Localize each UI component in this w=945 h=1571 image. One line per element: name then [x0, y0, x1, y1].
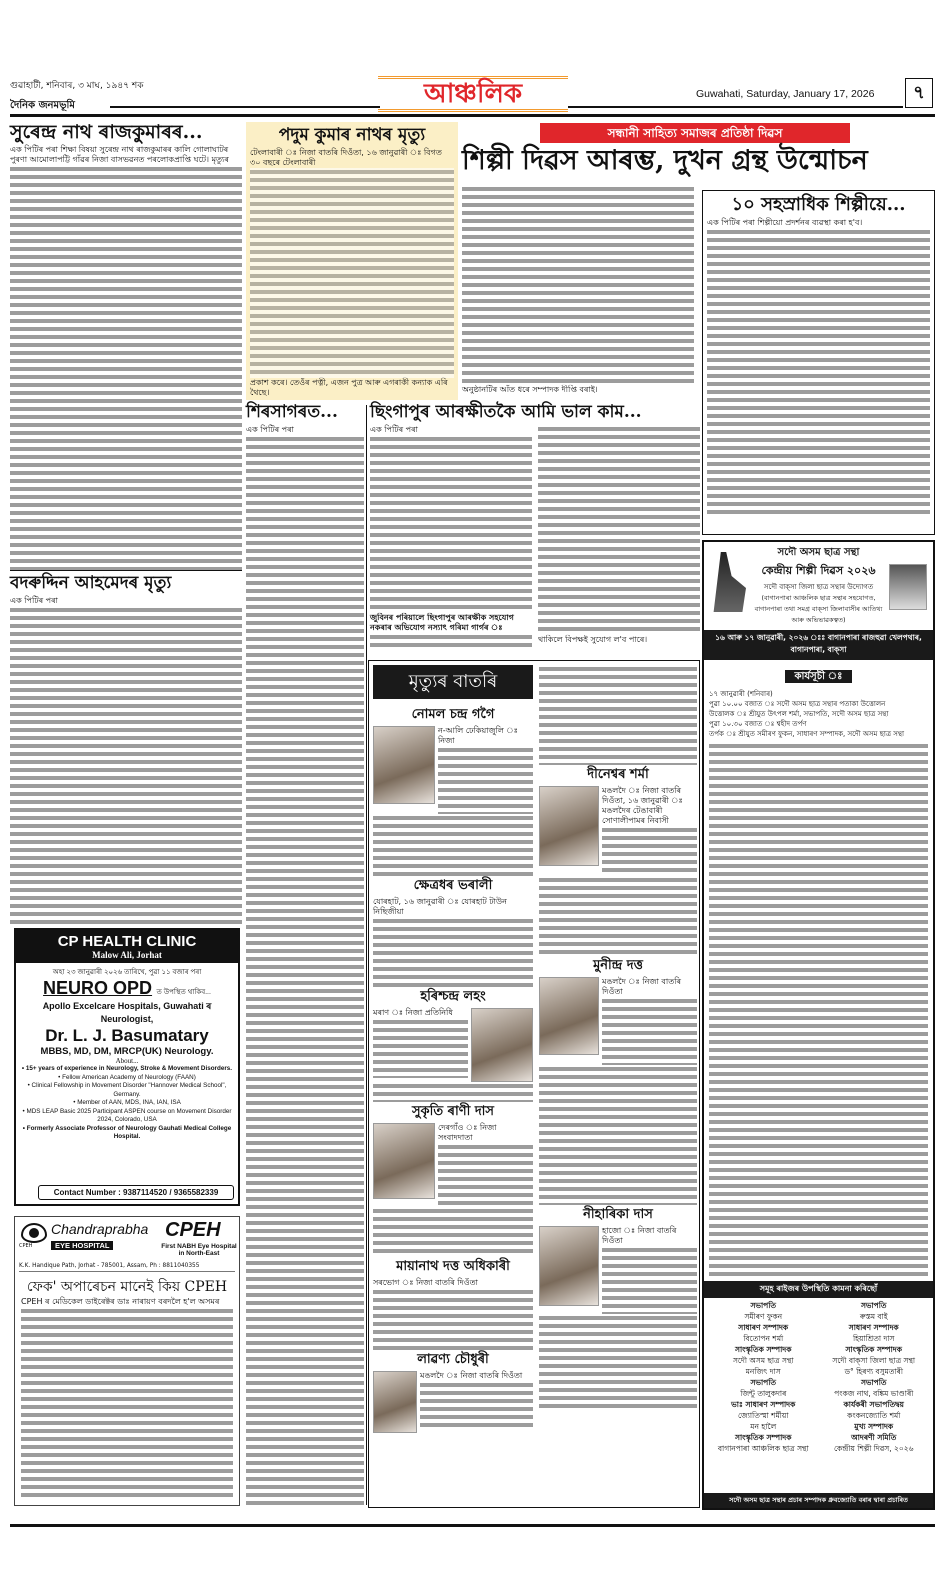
signatory-row	[708, 1377, 929, 1388]
signatory-row	[708, 1300, 929, 1311]
divider	[10, 570, 242, 571]
ad-sub1: সদৌ বাক্‌সা জিলা ছাত্ৰ সন্থাৰ উদ্যোগত	[763, 583, 874, 591]
signatory-cell: পংকজ নাথ, বঙ্কিম ভাণ্ডাৰী	[834, 1389, 914, 1398]
obituary-photo	[539, 786, 599, 866]
ad-about: About...	[115, 1057, 139, 1065]
article-body	[10, 606, 242, 924]
obituary-lead: হাজো ঃ নিজা বাতৰি দিওঁতা	[602, 1226, 697, 1246]
signatory-cell: ৰুস্তম বাই	[859, 1312, 888, 1321]
signatories	[704, 1298, 933, 1456]
ad-doctor: Dr. L. J. Basumatary	[45, 1026, 209, 1045]
signatory-row	[708, 1421, 929, 1432]
footer-rule	[10, 1524, 935, 1527]
obituary-entry	[373, 726, 533, 814]
ad-point: • MDS LEAP Basic 2025 Participant ASPEN course on Movement Disorder 2024, Colorado, USA	[22, 1107, 232, 1123]
article-body	[370, 633, 532, 649]
obituary-section	[368, 660, 700, 1508]
headline: ছিংগাপুৰ আৰক্ষীতকৈ আমি ভাল কাম...	[370, 402, 642, 422]
obituary-photo	[471, 1008, 533, 1082]
headline: শিৰসাগৰত...	[246, 402, 338, 422]
divider	[568, 106, 903, 108]
ad-point: • Fellow American Academy of Neurology (FAAN)	[58, 1073, 196, 1081]
headline-shilpi: শিল্পী দিৱস আৰম্ভ, দুখন গ্ৰন্থ উন্মোচন	[462, 145, 868, 176]
obituary-lead: যোৰহাট, ১৬ জানুৱাৰী ঃ যোৰহাট টাউন নিছিজীয়া	[373, 897, 533, 917]
signatory-cell: সভাপতি	[860, 1378, 887, 1387]
ad-cp-health-clinic	[14, 928, 240, 1206]
signatory-cell: সভাপতি	[750, 1378, 777, 1387]
obituary-lead: সৰভোগ ঃ নিজা বাতৰি দিওঁতা	[373, 1278, 533, 1288]
obituary-body	[373, 814, 533, 876]
signatory-cell: জ্যোতিস্মা শৰ্মীয়া	[737, 1411, 789, 1420]
ad-point: • 15+ years of experience in Neurology, Stroke & Movement Disorders.	[21, 1065, 233, 1072]
portrait-photo	[889, 564, 927, 610]
signatory-cell: সাধাৰণ সম্পাদক	[848, 1323, 899, 1332]
article-columns	[370, 425, 700, 649]
obituary-name: দীনেশ্বৰ শৰ্মা	[587, 767, 649, 782]
obituary-name: ক্ষেত্ৰধৰ ভৰালী	[413, 878, 493, 893]
signatory-row	[708, 1388, 929, 1399]
obituary-name: সুকৃতি ৰাণী দাস	[411, 1104, 495, 1119]
obituary-name: মায়ানাথ দত্ত অধিকাৰী	[396, 1259, 510, 1274]
signatory-row	[708, 1410, 929, 1421]
program-item: তৰ্পক ঃ শ্ৰীযুত সমীৰণ ফুকন, সাধাৰণ সম্পাদক, সদৌ অসম ছাত্ৰ সন্থা	[709, 730, 905, 738]
ad-headline: ফেক' অপাৰেচন মানেই কিয় CPEH	[26, 1279, 228, 1295]
ad-org: সদৌ অসম ছাত্ৰ সন্থা	[777, 547, 860, 558]
obituary-lead: মঙলদৈ ঃ নিজা বাতৰি দিওঁতা	[420, 1371, 533, 1381]
obituary-body	[539, 1065, 697, 1205]
signatory-cell: সভাপতি	[860, 1301, 887, 1310]
article-tail: অনুষ্ঠানটিৰ আঁত ধৰে সম্পাদক দীপ্তি বৰাই।	[462, 385, 694, 395]
ad-hospital: Apollo Excelcare Hospitals, Guwahati ৰ Neurologist,	[42, 1001, 212, 1024]
article-col	[538, 425, 700, 649]
ad-body-text	[21, 1307, 233, 1497]
ad-cpeh	[14, 1216, 240, 1506]
signatory-cell: সদৌ অসম ছাত্ৰ সন্থা	[732, 1356, 794, 1365]
ad-opd: NEURO OPD	[43, 978, 153, 998]
obituary-name: নোমল চন্দ্ৰ গগৈ	[411, 707, 495, 722]
article-padum	[246, 122, 458, 400]
signatory-cell: সভাপতি	[750, 1301, 777, 1310]
header-rule	[10, 114, 935, 117]
signatory-row	[708, 1311, 929, 1322]
program-label: কাৰ্যসূচী ঃ	[785, 670, 853, 683]
ad-dates: ১৬ আৰু ১৭ জানুৱাৰী, ২০২৬ ঃঃ বাগানপাৰা ৰাজহুৱা খেলপথাৰ, বাগানপাৰা, বাক্‌সা	[704, 630, 933, 660]
obituary-name: হৰিশ্চন্দ্ৰ লহং	[420, 989, 486, 1004]
obituary-entry	[373, 1008, 533, 1082]
signatory-row	[708, 1344, 929, 1355]
program-item: পুৱা ১০.৩০ বজাত ঃ শ্বহীদ তৰ্পণ	[709, 720, 807, 728]
obituary-lead: দেৰগাঁও ঃ নিজা সংবাদদাতা	[438, 1123, 533, 1143]
headline: বদৰুদ্দিন আহমেদৰ মৃত্যু	[10, 573, 172, 593]
obituary-body	[373, 1018, 468, 1078]
obituary-photo	[539, 977, 599, 1055]
signatory-row	[708, 1432, 929, 1443]
signatory-row	[708, 1399, 929, 1410]
obituary-body	[373, 917, 533, 987]
paper-name: দৈনিক জনমভূমি	[10, 100, 75, 111]
cpeh-logo: CPEH	[165, 1219, 221, 1241]
obituary-body	[438, 746, 533, 814]
signatory-cell: ড° হিৰণ্য বসুমতাৰী	[844, 1367, 904, 1376]
ad-point: • Formerly Associate Professor of Neurology Gauhati Medical College Hospital.	[22, 1124, 232, 1140]
obituary-photo	[373, 1371, 417, 1433]
program-body	[709, 742, 928, 1277]
obituary-body	[602, 826, 697, 876]
obituary-col	[539, 665, 697, 1409]
headline: ১০ সহস্ৰাধিক শিল্পীয়ে...	[731, 194, 906, 215]
obituary-body	[438, 1143, 533, 1207]
clinic-name: CP HEALTH CLINIC	[57, 933, 197, 950]
program-label-wrap	[704, 664, 933, 686]
obituary-name: মুনীন্দ্ৰ দত্ত	[593, 958, 643, 973]
article-lead: এক পিটিৰ পৰা শিক্ষা বিষয়া সুৰেন্দ্ৰ নাথ ৰাজকুমাৰৰ কালি গোলাঘাটৰ পুৰণা আমোলাপট্টি গাঁৱৰ নিজা বাসভৱনত পৰলোকপ্ৰাপ্তি ঘটে। মৃত্যুৰ	[10, 145, 242, 165]
ad-lead: CPEH ৰ মেডিকেল ডাইৰেক্টৰ ডাঃ নাৰায়ণ বৰদলৈ হ'ল অসমৰ	[21, 1297, 233, 1307]
obituary-entry	[373, 1123, 533, 1207]
article-body	[370, 435, 532, 613]
divider	[366, 405, 367, 1505]
obituary-title: মৃত্যুৰ বাতৰি	[373, 665, 533, 699]
signatory-cell: সাধাৰণ সম্পাদক	[738, 1323, 789, 1332]
ad-kendriya-shilpi-divas	[702, 540, 935, 1510]
obituary-body	[602, 1246, 697, 1314]
ad-date: অহা ২৩ জানুৱাৰী ২০২৬ তাৰিখে, পুৱা ১১ বজাৰ পৰা	[52, 969, 202, 976]
signatory-row	[708, 1366, 929, 1377]
ad-sub2: (বাগানপাৰা আঞ্চলিক ছাত্ৰ সন্থাৰ সহযোগত, বাগানপাৰা তথা সমগ্ৰ বাক্‌সা জিলাবাসীৰ আতিথ্য আৰু অভিভাৱকত্বত)	[754, 594, 883, 624]
obituary-body	[373, 1207, 533, 1257]
header-date-english: Guwahati, Saturday, January 17, 2026	[696, 88, 875, 100]
ad-footer: সদৌ অসম ছাত্ৰ সন্থাৰ প্ৰচাৰ সম্পাদক ধ্ৰুবজ্যোতি বৰাৰ দ্বাৰা প্ৰচাৰিত	[704, 1493, 933, 1508]
kicker: সন্ধানী সাহিত্য সমাজৰ প্ৰতিষ্ঠা দিৱস	[540, 123, 850, 143]
program-item: উত্তোলক ঃ শ্ৰীযুত উৎপল শৰ্মা, সভাপতি, সদৌ অসম ছাত্ৰ সন্থা	[709, 710, 889, 718]
eye-pupil	[29, 1228, 39, 1238]
obituary-entry	[373, 1371, 533, 1433]
article-col	[370, 425, 532, 649]
ad-title: কেন্দ্ৰীয় শিল্পী দিৱস ২০২৬	[761, 564, 876, 577]
article-body	[10, 165, 242, 575]
article-tail: থাকিলে বিপক্ষই সুযোগ ল'ব পাৰে।	[538, 635, 700, 645]
signatory-row	[708, 1355, 929, 1366]
obituary-entry	[539, 977, 697, 1065]
obituary-photo	[539, 1226, 599, 1306]
signatory-cell: সমীৰণ ফুকন	[744, 1312, 783, 1321]
obituary-entry	[539, 1226, 697, 1314]
signatory-cell: কেন্দ্ৰীয় শিল্পী দিৱস, ২০২৬	[834, 1444, 914, 1453]
signatory-cell: জিন্টু তালুকদাৰ	[740, 1389, 787, 1398]
signatory-cell: মুখ্য সম্পাদক	[854, 1422, 894, 1431]
signatory-row	[708, 1333, 929, 1344]
signatory-cell: বিতোপন শৰ্মা	[743, 1334, 784, 1343]
signatory-row	[708, 1443, 929, 1454]
clinic-location: Malow Ali, Jorhat	[92, 950, 162, 960]
obituary-body	[539, 876, 697, 956]
obituary-lead: মঙলদৈ ঃ নিজা বাতৰি দিওঁতা	[602, 977, 697, 997]
article-subhead: জুবিনৰ পৰিয়ালে ছিংগাপুৰ আৰক্ষীক সহযোগ নকৰাৰ অভিযোগ নস্যাৎ গৰিমা গাৰ্গৰ ঃ	[370, 613, 532, 633]
article-body	[538, 425, 700, 635]
article-body	[250, 168, 454, 378]
article-tail: প্ৰকাশ কৰে। তেওঁৰ পত্নী, এজন পুত্ৰ আৰু এগৰাকী কন্যাক এৰি থৈছে।	[250, 377, 448, 397]
ad-degrees: MBBS, MD, DM, MRCP(UK) Neurology.	[40, 1046, 214, 1057]
ad-point: • Member of AAN, MDS, INA, IAN, ISA	[73, 1099, 181, 1106]
obituary-body	[420, 1381, 533, 1431]
obituary-name: নীহাৰিকা দাস	[583, 1207, 653, 1222]
article-badaruddin	[10, 574, 242, 924]
article-body	[246, 435, 364, 1505]
signatory-cell: সাংস্কৃতিক সম্পাদক	[735, 1345, 792, 1354]
signatory-cell: সাংস্কৃতিক সম্পাদক	[845, 1345, 902, 1354]
article-lead: এক পিটিৰ পৰা	[246, 425, 364, 435]
ad-points	[16, 1065, 238, 1142]
article-lead: এক পিটিৰ পৰা	[370, 425, 532, 435]
obituary-col	[373, 705, 533, 1433]
article-body	[707, 228, 930, 518]
obituary-lead: মঙলদৈ ঃ নিজা বাতৰি দিওঁতা, ১৬ জানুৱাৰী ঃ মঙলদৈৰ টেঙাবাৰী সোণালীপামৰ নিবাসী	[602, 786, 697, 826]
article-sivasagar	[246, 403, 364, 1505]
program-item: ১৭ জানুৱাৰী (শনিবাৰ)	[709, 690, 773, 698]
obituary-body	[373, 1082, 533, 1102]
obituary-lead: মৰাণ ঃ নিজা প্ৰতিনিধি	[373, 1008, 468, 1018]
obituary-photo	[373, 726, 435, 804]
section-logo: আঞ্চলিক	[378, 76, 568, 112]
hospital-abbr: CPEH	[19, 1243, 33, 1249]
ad-header	[16, 930, 238, 963]
page-number: ৭	[905, 78, 933, 108]
signatory-row	[708, 1322, 929, 1333]
signatory-cell: সাংস্কৃতিক সম্পাদক	[735, 1433, 792, 1442]
article-surendra	[10, 122, 242, 575]
ad-point: • Clinical Fellowship in Movement Disorder "Hannover Medical School", Germany.	[27, 1082, 227, 1098]
article-lead: এক পিটিৰ পৰা	[10, 596, 242, 606]
hospital-address: K.K. Handique Path, Jorhat - 785001, Assam, Ph : 8811040355	[19, 1263, 235, 1272]
article-sahasra	[702, 190, 935, 535]
obituary-body	[539, 665, 697, 765]
signatory-cell: হিয়াশ্ৰিতা দাস	[852, 1334, 895, 1343]
nabh-tagline: First NABH Eye Hospital in North-East	[161, 1243, 237, 1257]
header-date-assamese: গুৱাহাটী, শনিবাৰ, ৩ মাঘ, ১৯৪৭ শক	[10, 81, 144, 91]
obituary-body	[539, 1314, 697, 1409]
article-body	[462, 185, 694, 385]
article-lead: টেংলাবাৰী ঃ নিজা বাতৰি দিওঁতা, ১৬ জানুৱাৰী ঃ বিগত ৩০ বছৰে টেংলাবাৰী	[250, 147, 442, 167]
eye-logo-icon	[21, 1223, 47, 1243]
obituary-lead: ন-আলি ঢেকিয়াজুলি ঃ নিজা	[438, 726, 533, 746]
signatory-cell: বাগানপাৰা আঞ্চলিক ছাত্ৰ সন্থা	[717, 1444, 809, 1453]
program-item: পুৱা ১০.০০ বজাত ঃ সদৌ অসম ছাত্ৰ সন্থাৰ পতাকা উত্তোলন	[709, 700, 886, 708]
signatory-cell: কাৰ্যকৰী সভাপতিদ্বয়	[843, 1400, 904, 1409]
hospital-tag: EYE HOSPITAL	[51, 1241, 113, 1250]
obituary-entry	[539, 786, 697, 876]
signatory-cell: ভাঃ সাধাৰণ সম্পাদক	[731, 1400, 796, 1409]
ad-welcome: সমূহ ৰাইজৰ উপস্থিতি কামনা কৰিছোঁ	[704, 1281, 933, 1298]
obituary-body	[373, 1288, 533, 1350]
ad-opd-suffix: ত উপস্থিত থাকিব...	[156, 989, 211, 996]
signatory-cell: আদৰণী সমিতি	[851, 1433, 897, 1442]
headline: পদুম কুমাৰ নাথৰ মৃত্যু	[278, 125, 426, 145]
obituary-body	[602, 997, 697, 1065]
ad-body	[21, 1297, 233, 1501]
obituary-name: লাৱণ্য চৌধুৰী	[417, 1352, 489, 1367]
signatory-cell: মনজিৎ দাস	[745, 1367, 781, 1376]
ad-contact: Contact Number : 9387114520 / 9365582339	[38, 1185, 234, 1200]
article-lead: এক পিটিৰ পৰা শিল্পীয়ো প্ৰদৰ্শনৰ ব্যৱস্থা কৰা হ'ব।	[707, 218, 930, 228]
article-singapore	[370, 403, 700, 649]
headline: সুৰেন্দ্ৰ নাথ ৰাজকুমাৰৰ...	[10, 121, 203, 143]
signatory-cell: কংকনজ্যোতি শৰ্মা	[847, 1411, 901, 1420]
signatory-cell: সদৌ বাক্‌সা জিলা ছাত্ৰ সন্থা	[832, 1356, 916, 1365]
program-list	[704, 686, 933, 742]
article-shilpi	[462, 185, 694, 395]
divider	[110, 106, 380, 108]
obituary-photo	[373, 1123, 435, 1199]
hospital-name: Chandraprabha	[51, 1221, 149, 1237]
signatory-cell: মন হালৈ	[750, 1422, 777, 1431]
